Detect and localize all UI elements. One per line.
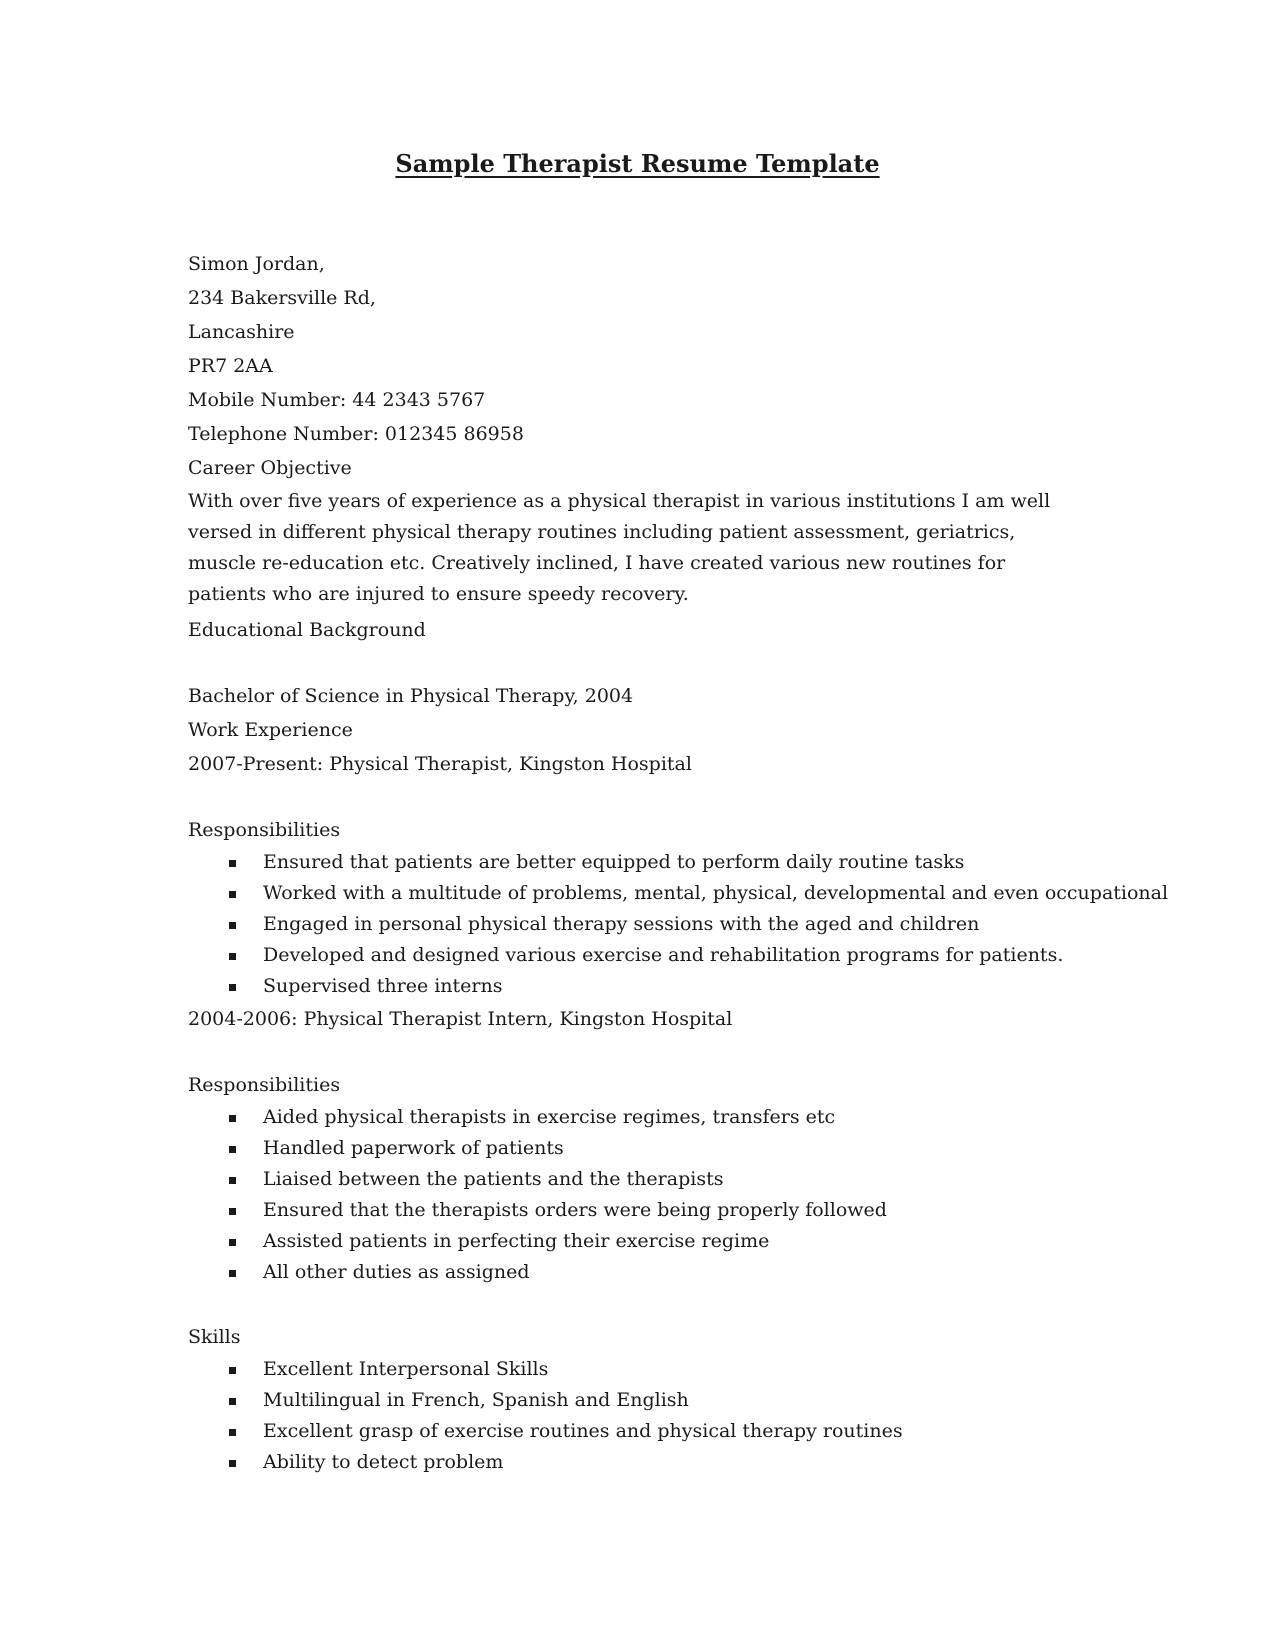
list-item-text: Handled paperwork of patients: [263, 1137, 564, 1159]
bullet-icon: [229, 1398, 236, 1405]
bullet-icon: [229, 891, 236, 898]
objective-text: With over five years of experience as a physical therapist in various institutions I am well versed in different physical therapy routines including patient assessment, geriatrics, muscle re-education etc. Creatively inclined, I have created various new routines for patients who are injured to ensure speedy recovery.: [188, 490, 1051, 605]
bullet-icon: [229, 1367, 236, 1374]
list-item: [188, 1164, 1088, 1195]
contact-name: Simon Jordan,: [188, 253, 325, 275]
list-item: [188, 878, 1169, 909]
skills-heading: Skills: [188, 1326, 241, 1348]
list-item-text: Assisted patients in perfecting their exercise regime: [263, 1230, 770, 1252]
objective-heading: Career Objective: [188, 457, 352, 479]
responsibilities-heading: Responsibilities: [188, 819, 341, 841]
work-heading: Work Experience: [188, 719, 353, 741]
list-item-text: Excellent Interpersonal Skills: [263, 1358, 549, 1380]
resume-body: [188, 247, 1169, 1478]
list-item: [188, 1354, 1088, 1385]
list-item-text: Excellent grasp of exercise routines and physical therapy routines: [263, 1420, 903, 1442]
bullet-icon: [229, 1239, 236, 1246]
bullet-icon: [229, 1429, 236, 1436]
bullet-icon: [229, 860, 236, 867]
bullet-icon: [229, 1115, 236, 1122]
list-item: [188, 847, 1088, 878]
list-item-text: Ensured that patients are better equipped to perform daily routine tasks: [263, 851, 965, 873]
contact-county: Lancashire: [188, 321, 295, 343]
skills-list: [188, 1354, 1088, 1478]
job-title: 2007-Present: Physical Therapist, Kingston Hospital: [188, 753, 692, 775]
page-title: Sample Therapist Resume Template: [395, 149, 880, 178]
list-item-text: Multilingual in French, Spanish and English: [263, 1389, 689, 1411]
list-item: [188, 1226, 1088, 1257]
spacer: [188, 781, 1088, 813]
list-item-text: Liaised between the patients and the therapists: [263, 1168, 724, 1190]
responsibilities-list: [188, 1102, 1088, 1288]
bullet-icon: [229, 984, 236, 991]
list-item-text: Ability to detect problem: [263, 1451, 504, 1473]
list-item-text: Supervised three interns: [263, 975, 503, 997]
responsibilities-list: [188, 847, 1169, 1002]
contact-mobile: Mobile Number: 44 2343 5767: [188, 389, 486, 411]
bullet-icon: [229, 1208, 236, 1215]
list-item: [188, 1195, 1088, 1226]
bullet-icon: [229, 953, 236, 960]
responsibilities-heading: Responsibilities: [188, 1074, 341, 1096]
contact-postcode: PR7 2AA: [188, 355, 273, 377]
spacer: [188, 647, 1088, 679]
list-item-text: All other duties as assigned: [263, 1261, 530, 1283]
list-item-text: Aided physical therapists in exercise regimes, transfers etc: [263, 1106, 836, 1128]
list-item: [188, 1447, 1088, 1478]
contact-telephone: Telephone Number: 012345 86958: [188, 423, 524, 445]
education-degree: Bachelor of Science in Physical Therapy, 2004: [188, 685, 634, 707]
list-item: [188, 1102, 1088, 1133]
list-item: [188, 1133, 1088, 1164]
bullet-icon: [229, 922, 236, 929]
bullet-icon: [229, 1146, 236, 1153]
list-item: [188, 1416, 1088, 1447]
job-title: 2004-2006: Physical Therapist Intern, Kingston Hospital: [188, 1008, 733, 1030]
bullet-icon: [229, 1460, 236, 1467]
list-item: [188, 1257, 1088, 1288]
bullet-icon: [229, 1270, 236, 1277]
spacer: [188, 1288, 1088, 1320]
contact-street: 234 Bakersville Rd,: [188, 287, 376, 309]
list-item: [188, 940, 1088, 971]
list-item-text: Developed and designed various exercise and rehabilitation programs for patients.: [263, 944, 1064, 966]
list-item: [188, 909, 1088, 940]
spacer: [188, 1036, 1088, 1068]
bullet-icon: [229, 1177, 236, 1184]
list-item-text: Engaged in personal physical therapy sessions with the aged and children: [263, 913, 980, 935]
list-item-text: Worked with a multitude of problems, mental, physical, developmental and even occupational: [263, 882, 1169, 904]
education-heading: Educational Background: [188, 619, 426, 641]
list-item-text: Ensured that the therapists orders were being properly followed: [263, 1199, 887, 1221]
list-item: [188, 1385, 1088, 1416]
list-item: [188, 971, 1088, 1002]
